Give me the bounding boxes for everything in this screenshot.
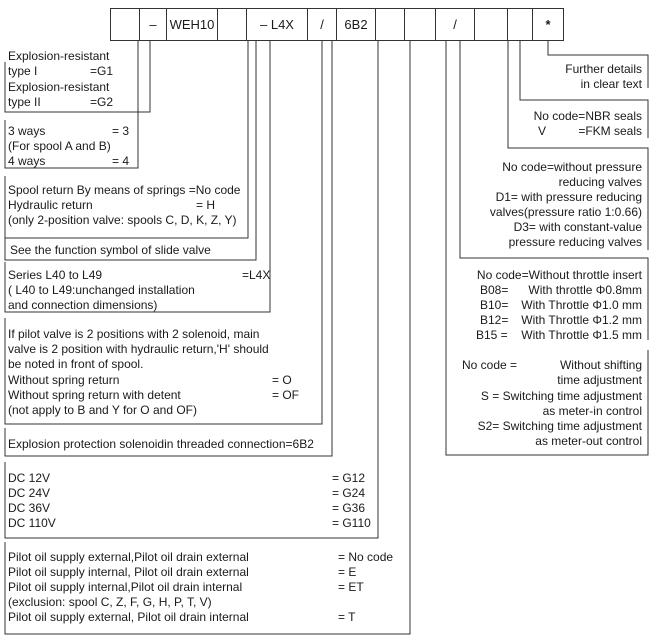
code-cell-thread: 6B2	[336, 8, 376, 41]
code-value: V	[538, 124, 547, 138]
text: 4 ways	[8, 154, 46, 168]
text: (For spool A and B)	[8, 139, 111, 153]
pilot-oil-code: = No code	[338, 550, 394, 564]
throttle-text: With throttle Φ0.8mm	[528, 283, 642, 297]
pilot-oil-code: = T	[338, 610, 356, 624]
code-cell	[217, 8, 247, 41]
code-value: = OF	[272, 388, 300, 402]
code-value: =L4X	[242, 268, 271, 282]
voltage-label: DC 110V	[8, 516, 56, 530]
code-value: =G1	[90, 64, 114, 78]
pilot-oil-label: Pilot oil supply internal,Pilot oil drain internal	[8, 580, 243, 594]
text: (only 2-position valve: spools C, D, K, Z, Y)	[8, 213, 237, 227]
pilot-oil-label: Pilot oil supply internal, Pilot oil drain external	[8, 565, 249, 579]
code-cell: /	[435, 8, 475, 41]
voltage-label: DC 24V	[8, 486, 51, 500]
text: Explosion-resistant	[8, 80, 110, 94]
voltage-label: DC 36V	[8, 501, 51, 515]
text: time adjustment	[557, 373, 642, 387]
text: No code=NBR seals	[533, 109, 642, 123]
pilot-oil-label: Pilot oil supply external,Pilot oil drain external	[8, 550, 249, 564]
text: Hydraulic return	[8, 198, 93, 212]
code-cell	[110, 8, 140, 41]
pilot-oil-code: = E	[338, 565, 357, 579]
voltage-code: = G24	[332, 486, 366, 500]
code-cell: –	[139, 8, 167, 41]
text: Spool return By means of springs =No code	[8, 183, 241, 197]
code-cell: /	[307, 8, 337, 41]
text: as meter-in control	[542, 404, 642, 418]
function-symbol-note: See the function symbol of slide valve	[10, 243, 211, 257]
voltage-code: = G110	[332, 516, 371, 530]
throttle-code: B10=	[480, 298, 509, 312]
text: valve is 2 position with hydraulic return,'H' should	[8, 342, 269, 356]
text: S2= Switching time adjustment	[477, 419, 642, 433]
throttle-code: B12=	[480, 313, 509, 327]
text: type II	[8, 95, 41, 109]
throttle-text: With Throttle Φ1.0 mm	[521, 298, 642, 312]
text: Without spring return	[8, 373, 120, 387]
text: ( L40 to L49:unchanged installation	[8, 283, 195, 297]
text: Without shifting	[559, 358, 642, 372]
text: valves(pressure ratio 1:0.66)	[489, 205, 642, 219]
code-cell-model: WEH10	[166, 8, 218, 41]
text: No code =	[462, 358, 518, 372]
voltage-code: = G12	[332, 471, 366, 485]
text: (not apply to B and Y for O and OF)	[8, 403, 197, 417]
throttle-code: B15 =	[476, 328, 508, 342]
code-cell-details: *	[532, 8, 564, 41]
text: No code=without pressure	[502, 160, 642, 174]
code-value: =G2	[90, 95, 114, 109]
text: in clear text	[580, 77, 642, 91]
text: as meter-out control	[535, 434, 642, 448]
code-cell-series: – L4X	[246, 8, 308, 41]
voltage-code: = G36	[332, 501, 366, 515]
voltage-label: DC 12V	[8, 471, 51, 485]
text: =FKM seals	[578, 124, 642, 138]
text: reducing valves	[558, 175, 642, 189]
text: and connection dimensions)	[8, 298, 158, 312]
code-value: = 4	[112, 154, 130, 168]
text: Series L40 to L49	[8, 268, 103, 282]
throttle-text: With Throttle Φ1.5 mm	[521, 328, 642, 342]
text: 3 ways	[8, 124, 46, 138]
pilot-oil-label: Pilot oil supply external, Pilot oil drain internal	[8, 610, 249, 624]
text: S = Switching time adjustment	[480, 389, 642, 403]
text: Without spring return with detent	[8, 388, 181, 402]
text: type I	[8, 64, 38, 78]
explosion-thread-note: Explosion protection solenoidin threaded connection=6B2	[8, 437, 314, 451]
text: be noted in front of spool.	[8, 357, 144, 371]
code-cell	[507, 8, 533, 41]
throttle-code: B08=	[480, 283, 509, 297]
text: Explosion-resistant	[8, 49, 110, 63]
throttle-text: With Throttle Φ1.2 mm	[521, 313, 642, 327]
code-cell	[474, 8, 508, 41]
code-cell	[404, 8, 436, 41]
text: D1= with pressure reducing	[495, 190, 642, 204]
text: If pilot valve is 2 positions with 2 solenoid, main	[8, 327, 260, 341]
pilot-oil-code: = ET	[338, 580, 364, 594]
text: Further details	[565, 62, 642, 76]
text: pressure reducing valves	[508, 235, 642, 249]
text: D3= with constant-value	[513, 220, 642, 234]
code-value: = O	[272, 373, 292, 387]
code-value: = H	[196, 198, 216, 212]
text: No code=Without throttle insert	[476, 268, 642, 282]
code-value: = 3	[112, 124, 130, 138]
pilot-oil-label: (exclusion: spool C, Z, F, G, H, P, T, V)	[8, 595, 212, 609]
code-cell	[375, 8, 405, 41]
